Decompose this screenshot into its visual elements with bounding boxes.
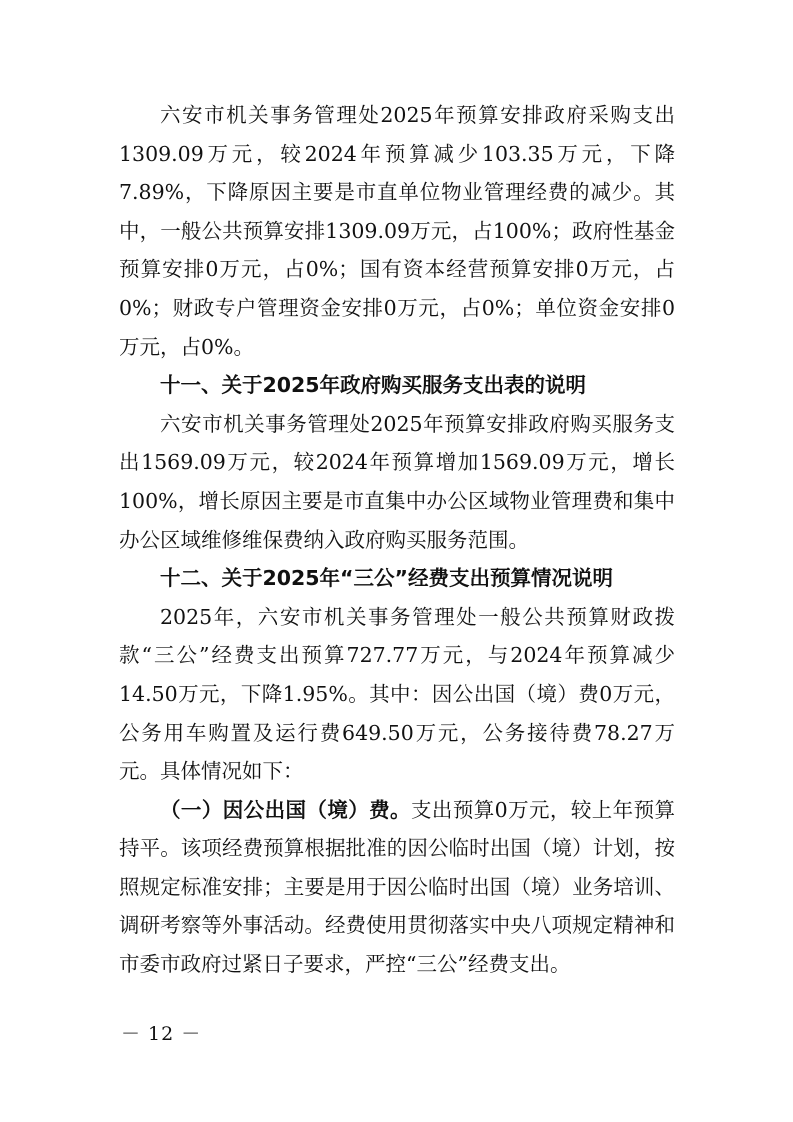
overseas-expenses-lead: （一）因公出国（境）费。 <box>160 797 411 822</box>
three-public-expenses-paragraph: 2025年，六安市机关事务管理处一般公共预算财政拨款“三公”经费支出预算727.77万元，与2024年预算减少14.50万元，下降1.95%。其中：因公出国（境）费0万元，公务用车购置及运行费649.50万元，公务接待费78.27万元。具体情况如下： <box>119 604 675 784</box>
section-11-heading: 十一、关于2025年政府购买服务支出表的说明 <box>160 373 587 398</box>
purchase-services-paragraph: 六安市机关事务管理处2025年预算安排政府购买服务支出1569.09万元，较2024年预算增加1569.09万元，增长100%，增长原因主要是市直集中办公区域物业管理费和集中办公区域维修维保费纳入政府购买服务范围。 <box>119 411 675 552</box>
page-number: － 12 － <box>121 1023 202 1045</box>
overseas-expenses-text: 支出预算0万元，较上年预算持平。该项经费预算根据批准的因公临时出国（境）计划，按照规定标准安排；主要是用于因公临时出国（境）业务培训、调研考察等外事活动。经费使用贯彻落实中央八项规定精神和市委市政府过紧日子要求，严控“三公”经费支出。 <box>119 797 676 977</box>
page-body <box>119 96 675 984</box>
section-12-heading: 十二、关于2025年“三公”经费支出预算情况说明 <box>160 566 614 591</box>
overseas-expenses-paragraph <box>119 791 675 984</box>
procurement-paragraph: 六安市机关事务管理处2025年预算安排政府采购支出1309.09万元，较2024年预算减少103.35万元，下降7.89%，下降原因主要是市直单位物业管理经费的减少。其中，一般公共预算安排1309.09万元，占100%；政府性基金预算安排0万元，占0%；国有资本经营预算安排0万元，占0%；财政专户管理资金安排0万元，占0%；单位资金安排0万元，占0%。 <box>119 103 675 359</box>
